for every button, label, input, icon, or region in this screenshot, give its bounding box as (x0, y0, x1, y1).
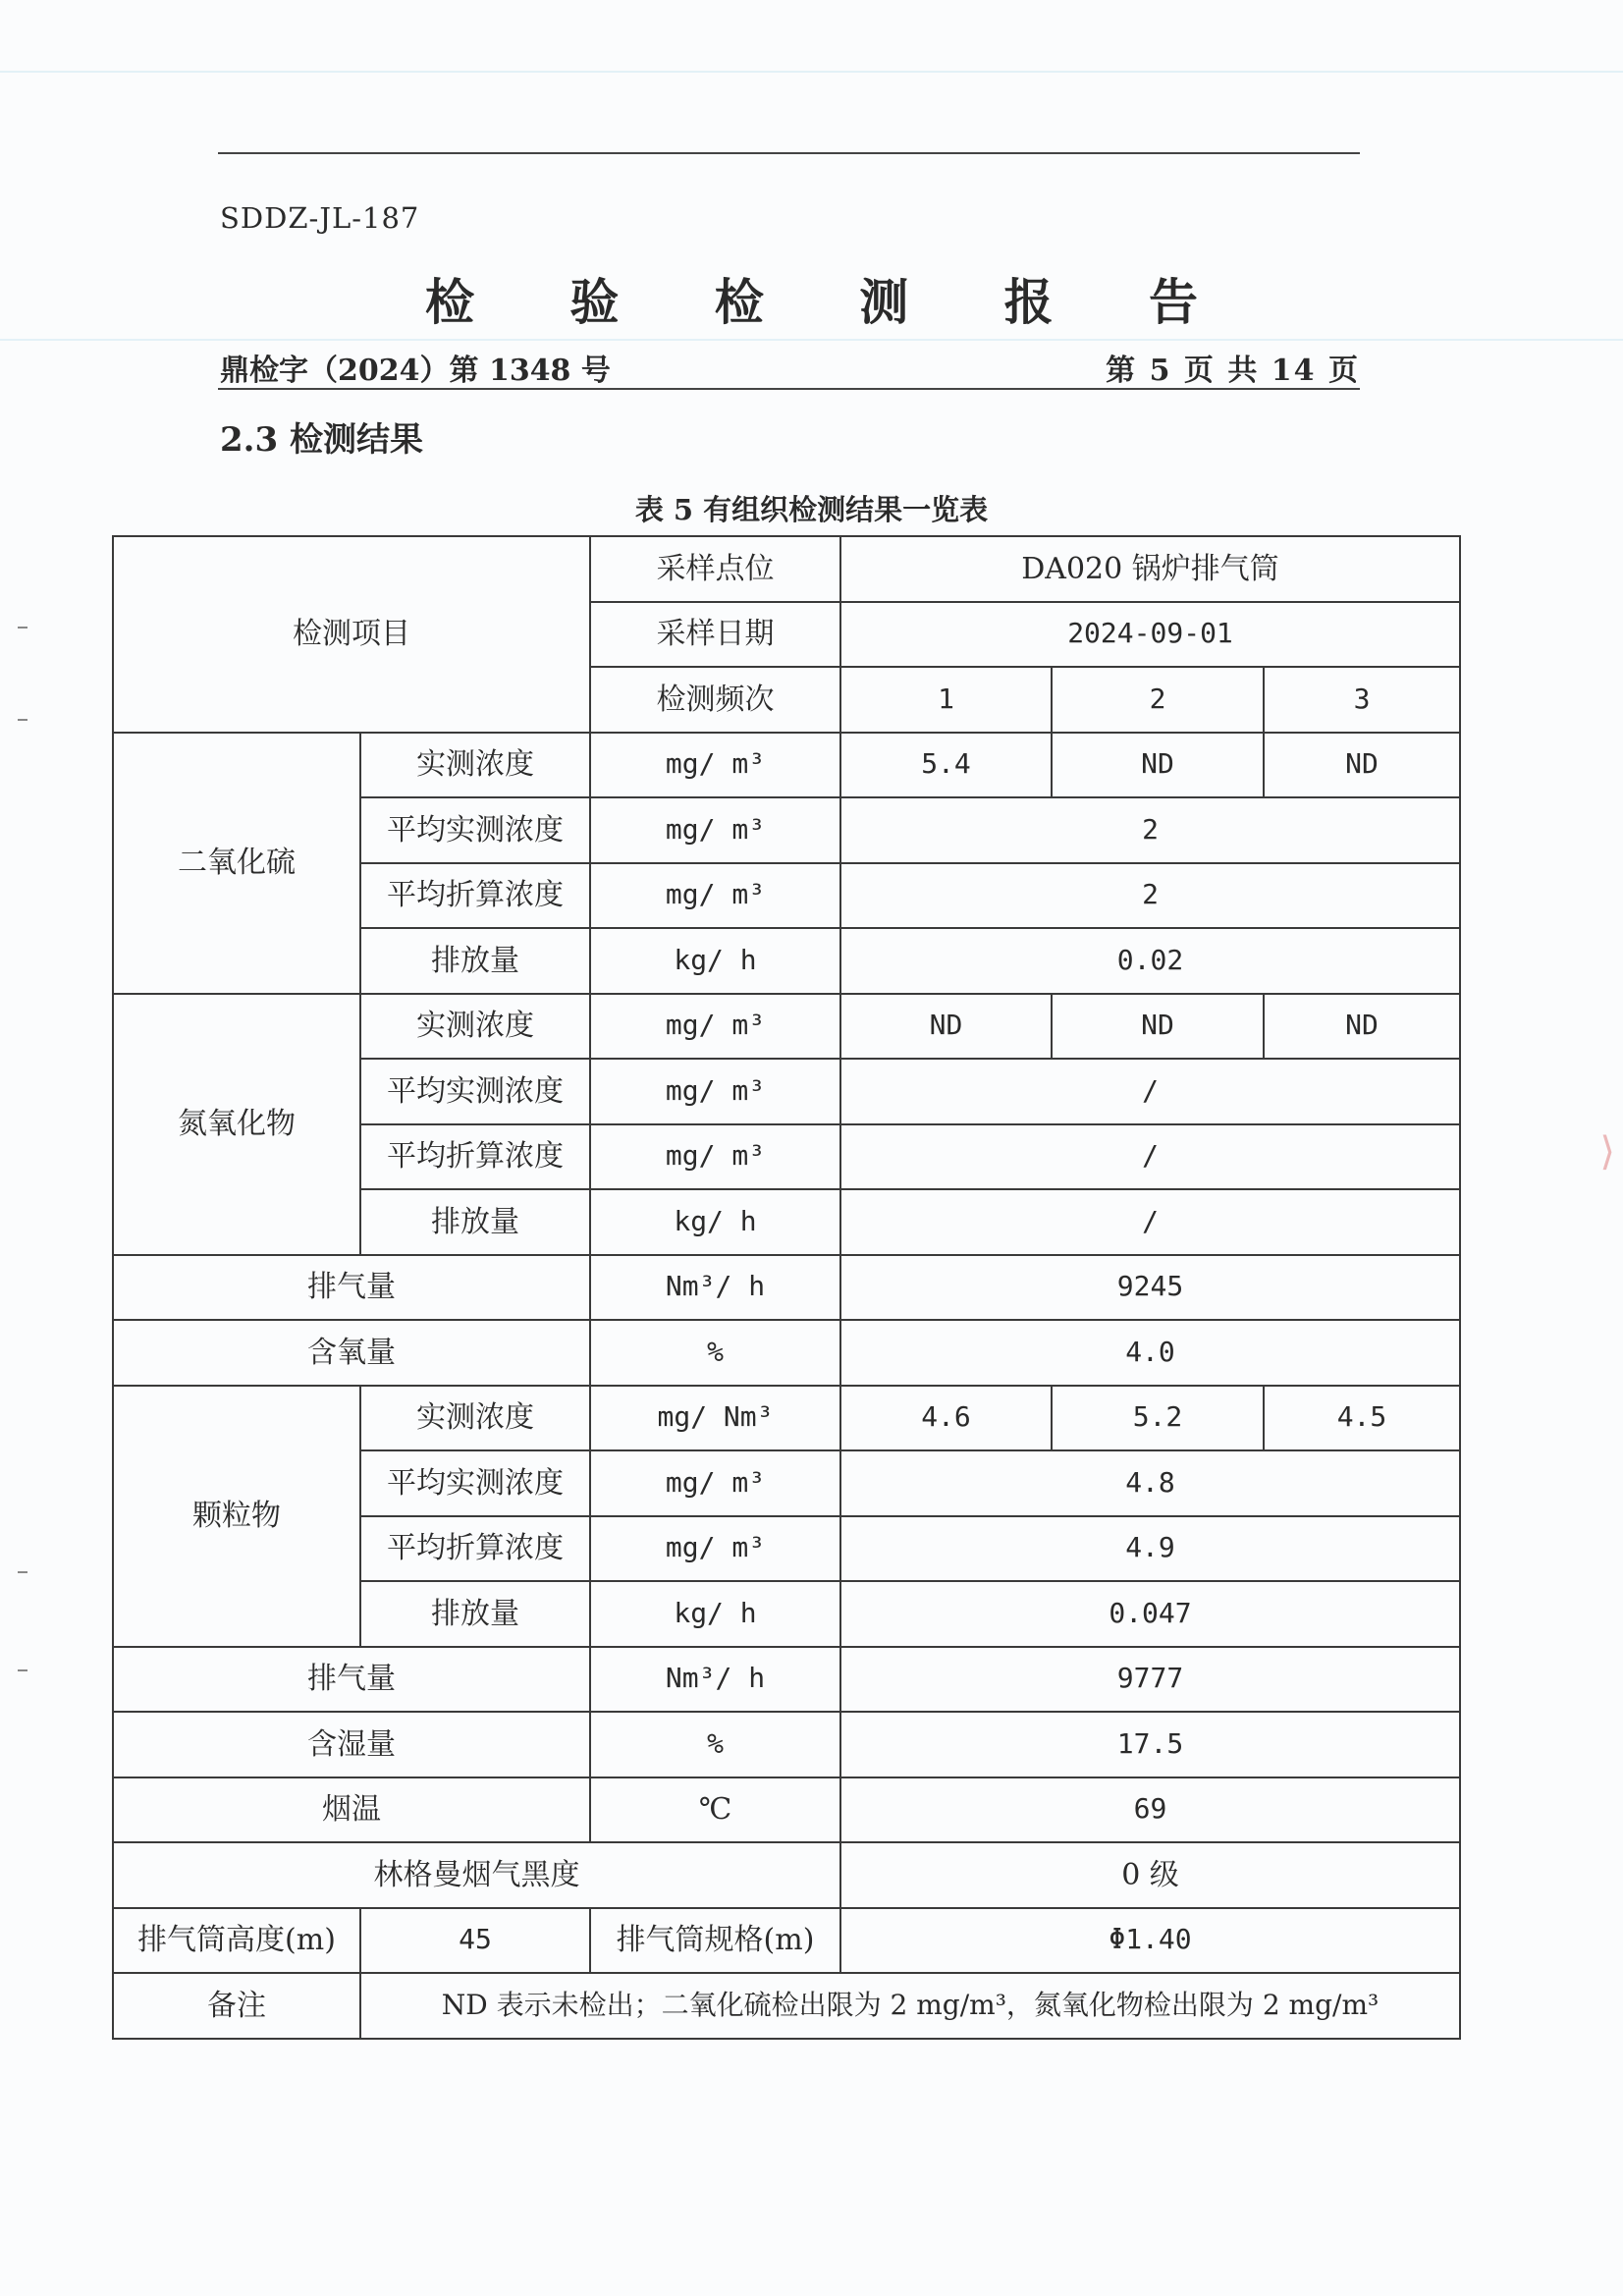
oxygen-value: 4.0 (840, 1320, 1460, 1386)
so2-avg-measured-value: 2 (840, 797, 1460, 863)
ringelmann-label: 林格曼烟气黑度 (113, 1842, 840, 1908)
nox-avg-measured-label: 平均实测浓度 (360, 1059, 590, 1124)
pm-measured-3: 4.5 (1264, 1386, 1460, 1451)
table-caption: 表 5 有组织检测结果一览表 (634, 493, 989, 526)
scan-edge-mark (18, 719, 27, 721)
so2-measured-1: 5.4 (840, 733, 1052, 798)
so2-avg-converted-value: 2 (840, 863, 1460, 929)
sampling-date-value: 2024-09-01 (840, 602, 1460, 668)
scan-edge-mark (18, 627, 27, 629)
table-row (113, 1777, 1460, 1843)
nox-emission-value: / (840, 1189, 1460, 1255)
stack-height-value: 45 (360, 1908, 590, 1974)
moisture-value: 17.5 (840, 1712, 1460, 1777)
item-header: 检测项目 (113, 536, 590, 733)
pm-avg-converted-label: 平均折算浓度 (360, 1516, 590, 1582)
flue-temp-value: 69 (840, 1777, 1460, 1843)
scan-artifact (0, 71, 1623, 73)
so2-emission-value: 0.02 (840, 928, 1460, 994)
sampling-date-label: 采样日期 (590, 602, 840, 668)
flue-temp-label: 烟温 (113, 1777, 590, 1843)
flue-temp-unit: ℃ (590, 1777, 840, 1843)
so2-measured-2: ND (1052, 733, 1264, 798)
pm-emission-label: 排放量 (360, 1581, 590, 1647)
page-indicator: 第 5 页 共 14 页 (1106, 354, 1360, 388)
table-row (113, 1386, 1460, 1451)
nox-avg-converted-unit: mg/ m³ (590, 1124, 840, 1190)
frequency-1: 1 (840, 667, 1052, 733)
nox-measured-label: 实测浓度 (360, 994, 590, 1060)
so2-measured-label: 实测浓度 (360, 733, 590, 798)
table-row (113, 1320, 1460, 1386)
pm-measured-2: 5.2 (1052, 1386, 1264, 1451)
pm-avg-converted-value: 4.9 (840, 1516, 1460, 1582)
table-row (113, 1647, 1460, 1713)
so2-avg-converted-label: 平均折算浓度 (360, 863, 590, 929)
sampling-site-value: DA020 锅炉排气筒 (840, 536, 1460, 602)
nox-avg-converted-label: 平均折算浓度 (360, 1124, 590, 1190)
so2-emission-label: 排放量 (360, 928, 590, 994)
exhaust-volume-value: 9245 (840, 1255, 1460, 1321)
reference-rule (218, 388, 1360, 390)
frequency-3: 3 (1264, 667, 1460, 733)
nox-name: 氮氧化物 (113, 994, 360, 1255)
nox-measured-3: ND (1264, 994, 1460, 1060)
pm-avg-measured-unit: mg/ m³ (590, 1450, 840, 1516)
table-row (113, 1908, 1460, 1974)
nox-avg-converted-value: / (840, 1124, 1460, 1190)
so2-avg-measured-unit: mg/ m³ (590, 797, 840, 863)
remark-value: ND 表示未检出；二氧化硫检出限为 2 mg/m³，氮氧化物检出限为 2 mg/m³ (360, 1973, 1460, 2039)
nox-avg-measured-value: / (840, 1059, 1460, 1124)
frequency-label: 检测频次 (590, 667, 840, 733)
scan-edge-mark (18, 1571, 27, 1573)
pm-measured-unit: mg/ Nm³ (590, 1386, 840, 1451)
frequency-2: 2 (1052, 667, 1264, 733)
scan-edge-mark (18, 1669, 27, 1671)
pm-measured-1: 4.6 (840, 1386, 1052, 1451)
report-title: 检 验 检 测 报 告 (424, 273, 1238, 331)
so2-name: 二氧化硫 (113, 733, 360, 994)
section-title: 2.3 检测结果 (220, 420, 423, 460)
pm-avg-measured-label: 平均实测浓度 (360, 1450, 590, 1516)
document-code: SDDZ-JL-187 (220, 201, 420, 235)
so2-measured-3: ND (1264, 733, 1460, 798)
nox-emission-label: 排放量 (360, 1189, 590, 1255)
results-table (112, 535, 1461, 2040)
report-number: 鼎检字（2024）第 1348 号 (220, 354, 611, 388)
exhaust-volume-2-value: 9777 (840, 1647, 1460, 1713)
oxygen-unit: % (590, 1320, 840, 1386)
exhaust-volume-label: 排气量 (113, 1255, 590, 1321)
pm-avg-converted-unit: mg/ m³ (590, 1516, 840, 1582)
moisture-label: 含湿量 (113, 1712, 590, 1777)
exhaust-volume-unit: Nm³/ h (590, 1255, 840, 1321)
so2-avg-converted-unit: mg/ m³ (590, 863, 840, 929)
exhaust-volume-2-label: 排气量 (113, 1647, 590, 1713)
stamp-edge-mark: ⟩ (1599, 1129, 1615, 1175)
pm-measured-label: 实测浓度 (360, 1386, 590, 1451)
nox-avg-measured-unit: mg/ m³ (590, 1059, 840, 1124)
table-row (113, 1973, 1460, 2039)
scan-artifact (0, 339, 1623, 341)
pm-name: 颗粒物 (113, 1386, 360, 1647)
sampling-site-label: 采样点位 (590, 536, 840, 602)
table-row (113, 733, 1460, 798)
table-row (113, 1255, 1460, 1321)
so2-measured-unit: mg/ m³ (590, 733, 840, 798)
stack-height-label: 排气筒高度(m) (113, 1908, 360, 1974)
pm-emission-unit: kg/ h (590, 1581, 840, 1647)
nox-measured-1: ND (840, 994, 1052, 1060)
exhaust-volume-2-unit: Nm³/ h (590, 1647, 840, 1713)
nox-measured-unit: mg/ m³ (590, 994, 840, 1060)
table-row (113, 1712, 1460, 1777)
pm-avg-measured-value: 4.8 (840, 1450, 1460, 1516)
stack-spec-value: Φ1.40 (840, 1908, 1460, 1974)
so2-avg-measured-label: 平均实测浓度 (360, 797, 590, 863)
table-row (113, 536, 1460, 602)
remark-label: 备注 (113, 1973, 360, 2039)
ringelmann-value: 0 级 (840, 1842, 1460, 1908)
moisture-unit: % (590, 1712, 840, 1777)
pm-emission-value: 0.047 (840, 1581, 1460, 1647)
nox-measured-2: ND (1052, 994, 1264, 1060)
table-row (113, 1842, 1460, 1908)
stack-spec-label: 排气筒规格(m) (590, 1908, 840, 1974)
oxygen-label: 含氧量 (113, 1320, 590, 1386)
header-rule (218, 152, 1360, 154)
so2-emission-unit: kg/ h (590, 928, 840, 994)
nox-emission-unit: kg/ h (590, 1189, 840, 1255)
table-row (113, 994, 1460, 1060)
